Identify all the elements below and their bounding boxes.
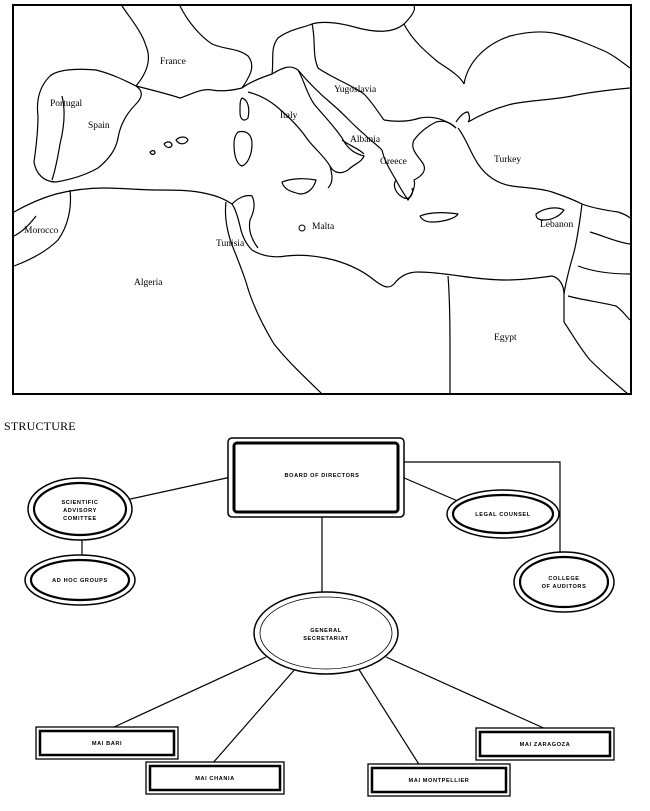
secretariat-label-1: GENERAL bbox=[310, 628, 342, 634]
label-greece: Greece bbox=[380, 157, 407, 167]
label-portugal: Portugal bbox=[50, 99, 83, 109]
connector-sec-bari bbox=[112, 657, 266, 728]
label-tunisia: Tunisia bbox=[216, 239, 245, 249]
auditors-label-1: COLLEGE bbox=[548, 576, 580, 582]
organization-chart bbox=[0, 430, 650, 811]
board-label: BOARD OF DIRECTORS bbox=[284, 473, 360, 479]
legal-label: LEGAL COUNSEL bbox=[475, 512, 531, 518]
sac-label-3: COMITTEE bbox=[63, 516, 97, 522]
sac-label-2: ADVISORY bbox=[63, 508, 97, 514]
auditors-label-2: OF AUDITORS bbox=[541, 584, 587, 590]
sac-label-1: SCIENTIFIC bbox=[61, 500, 99, 506]
secretariat-label-2: SECRETARIAT bbox=[303, 636, 349, 642]
label-malta: Malta bbox=[312, 222, 335, 232]
malta-marker bbox=[299, 225, 305, 231]
label-morocco: Morocco bbox=[24, 226, 59, 236]
label-lebanon: Lebanon bbox=[540, 220, 574, 230]
bari-label: MAI BARI bbox=[91, 741, 123, 747]
label-yugoslavia: Yugoslavia bbox=[334, 85, 377, 95]
montpellier-label: MAI MONTPELLIER bbox=[408, 778, 470, 784]
adhoc-label: AD HOC GROUPS bbox=[52, 578, 108, 584]
map-frame bbox=[13, 5, 631, 394]
connector-sec-montpellier bbox=[358, 668, 420, 766]
label-algeria: Algeria bbox=[134, 278, 163, 288]
label-spain: Spain bbox=[88, 121, 110, 131]
label-turkey: Turkey bbox=[494, 155, 522, 165]
label-italy: Italy bbox=[280, 111, 298, 121]
connector-board-sac bbox=[126, 477, 231, 500]
label-france: France bbox=[160, 57, 186, 67]
auditors-ellipse-outer bbox=[514, 552, 614, 612]
zaragoza-label: MAI ZARAGOZA bbox=[519, 742, 571, 748]
connector-board-legal bbox=[402, 477, 460, 502]
connector-sec-zaragoza bbox=[386, 657, 548, 730]
mediterranean-map bbox=[12, 4, 632, 395]
structure-heading: STRUCTURE bbox=[4, 419, 76, 433]
label-egypt: Egypt bbox=[494, 333, 517, 343]
connector-sec-chania bbox=[212, 668, 296, 764]
chania-label: MAI CHANIA bbox=[195, 776, 235, 782]
label-albania: Albania bbox=[350, 135, 381, 145]
